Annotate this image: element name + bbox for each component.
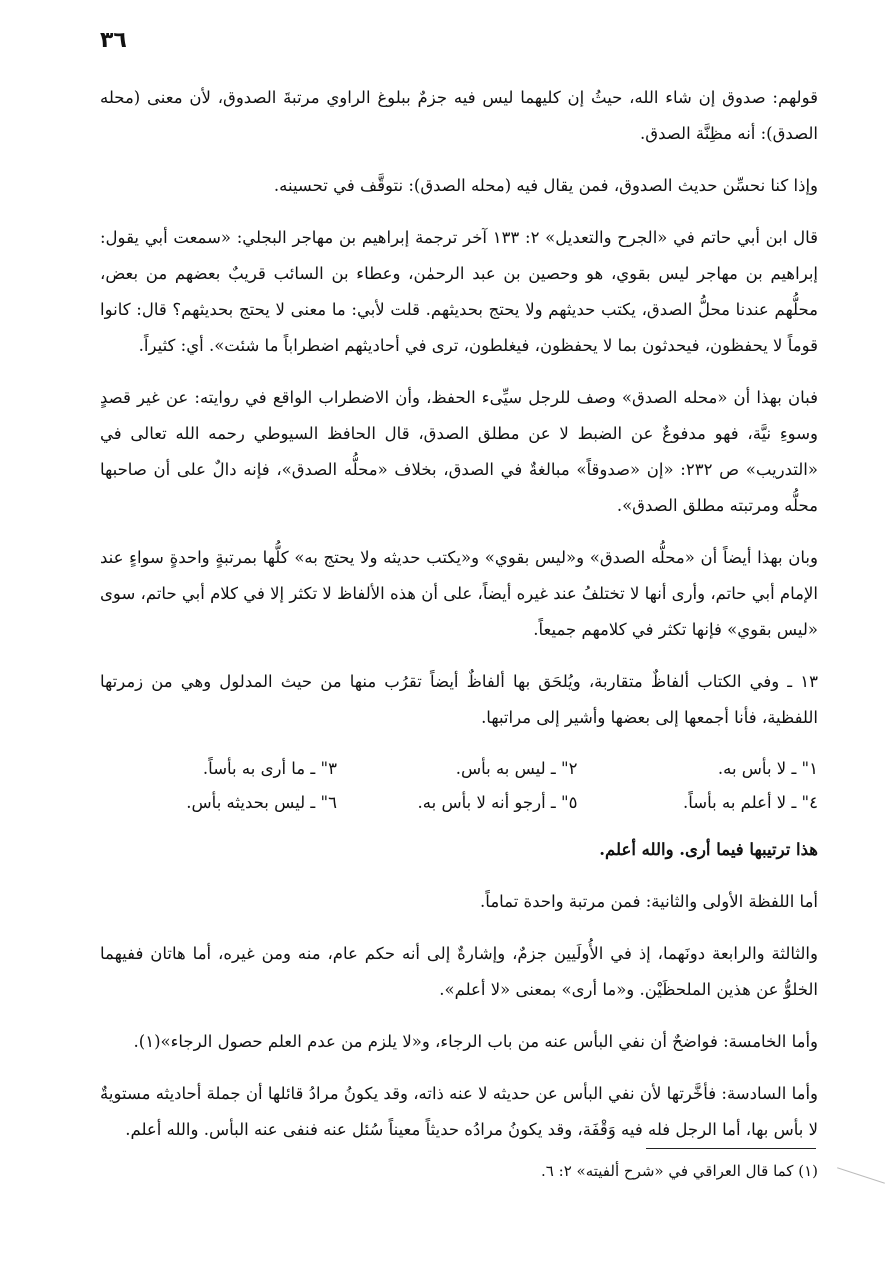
list-item: ٢" ـ ليس به بأس. (455, 759, 578, 778)
paragraph: فبان بهذا أن «محله الصدق» وصف للرجل سيِّىء الحفظ، وأن الاضطراب الواقع في روايته: عن غير قصدٍ وسوءِ نيَّة، فهو مدفوعٌ عن الضبط لا عن مطلق الصدق، قال الحافظ السيوطي رحمه الله تعالى في «التدريب» ص ٢٣٢: «إن «صدوقاً» مبالغةٌ في الصدق، بخلاف «محلُّه الصدق»، فإنه دالٌ على أن صاحبها محلُّه ومرتبته مطلق الصدق». (100, 388, 818, 515)
paragraph: قولهم: صدوق إن شاء الله، حيثُ إن كليهما ليس فيه جزمٌ ببلوغ الراوي مرتبةَ الصدوق، لأن معنى (محله الصدق): أنه مظِنَّة الصدق. (100, 88, 818, 143)
list-item: ٤" ـ لا أعلم به بأساً. (683, 793, 818, 812)
list-item: ١" ـ لا بأس به. (717, 759, 818, 778)
list-item: ٥" ـ أرجو أنه لا بأس به. (417, 793, 578, 812)
paragraph: وأما السادسة: فأخَّرتها لأن نفي البأس عن حديثه لا عنه ذاته، وقد يكونُ مرادُ قائلها أن جملة أحاديثه مستويةٌ لا بأس بها، أما الرجل فله فيه وَقْفَة، وقد يكونُ مرادُه حديثاً معيناً سُئل عنه فنفى عنه البأس. والله أعلم. (100, 1084, 818, 1139)
paragraph: هذا ترتيبها فيما أرى. والله أعلم. (599, 840, 818, 859)
paragraph: قال ابن أبي حاتم في «الجرح والتعديل» ٢: ١٣٣ آخر ترجمة إبراهيم بن مهاجر البجلي: «سمعت أبي يقول: إبراهيم بن مهاجر ليس بقوي، هو وحصين بن عبد الرحمٰن، وعطاء بن السائب قريبٌ بعضهم من بعض، محلُّهم عندنا محلُّ الصدق، يكتب حديثهم ولا يحتج بحديثهم. قلت لأبي: ما معنى لا يحتج بحديثهم؟ قال: كانوا قوماً لا يحفظون، فيحدثون بما لا يحفظون، فيغلطون، ترى في أحاديثهم اضطراباً ما شئت». أي: كثيراً. (100, 228, 818, 355)
footnote-divider (646, 1148, 816, 1149)
paragraph: ١٣ ـ وفي الكتاب ألفاظٌ متقاربة، ويُلحَق بها ألفاظٌ أيضاً تقرُب منها من حيث المدلول وهي من زمرتها اللفظية، فأنا أجمعها إلى بعضها وأشير إلى مراتبها. (100, 672, 818, 727)
paragraph: وإذا كنا نحسِّن حديث الصدوق، فمن يقال فيه (محله الصدق): نتوقَّف في تحسينه. (273, 176, 818, 195)
phrase-list (100, 752, 818, 820)
paragraph: وبان بهذا أيضاً أن «محلُّه الصدق» و«ليس بقوي» و«يكتب حديثه ولا يحتج به» كلُّها بمرتبةٍ واحدةٍ سواءٍ عند الإمام أبي حاتم، وأرى أنها لا تختلفُ عند غيره أيضاً، على أن هذه الألفاظ لا تكثر إلا في كلام أبي حاتم، سوى «ليس بقوي» فإنها تكثر في كلامهم جميعاً. (100, 548, 818, 639)
list-item: ٦" ـ ليس بحديثه بأس. (186, 793, 337, 812)
scan-mark (837, 1167, 885, 1183)
paragraph: أما اللفظة الأولى والثانية: فمن مرتبة واحدة تماماً. (480, 892, 818, 911)
paragraph: والثالثة والرابعة دونَهما، إذ في الأُولَيين جزمٌ، وإشارةٌ إلى أنه حكم عام، منه ومن غيره، أما هاتان ففيهما الخلوُّ عن هذين الملحظَيْن. و«ما أرى» بمعنى «لا أعلم». (100, 944, 818, 999)
footnote: (١) كما قال العراقي في «شرح ألفيته» ٢: ٦. (541, 1162, 818, 1180)
main-text (100, 80, 818, 1164)
list-row (100, 752, 818, 786)
paragraph: وأما الخامسة: فواضحٌ أن نفي البأس عنه من باب الرجاء، و«لا يلزم من عدم العلم حصول الرجاء»(١). (133, 1032, 818, 1051)
page-number: ٣٦ (100, 28, 127, 53)
list-row (100, 786, 818, 820)
list-item: ٣" ـ ما أرى به بأساً. (202, 759, 337, 778)
